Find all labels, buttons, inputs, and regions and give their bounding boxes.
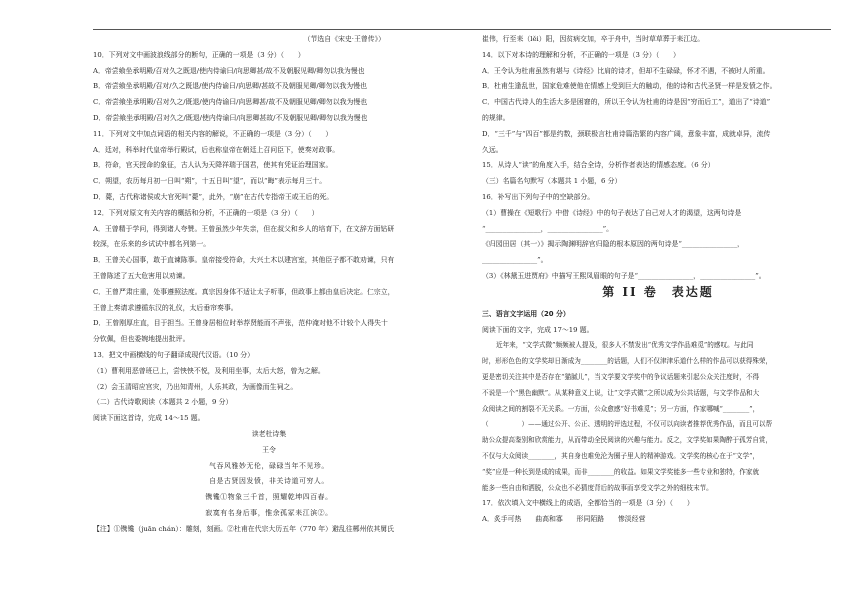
option-10d: D．帝尝飨坐承明殿/召对久之/既退/使内侍谕曰/向思卿甚故/不及朝服见卿/卿勿以我为慢也	[93, 113, 368, 122]
option-14c-line1: C．中国古代诗人的生活大多是困窘的，所以王令认为杜甫的诗是因“穷而后工”，道出了“诗道”	[482, 98, 771, 107]
poetry-intro: 阅读下面这首诗，完成 14～15 题。	[93, 414, 205, 423]
question-13-part2: （2）会玉清昭应宫灾，乃出知青州，人乐其政，为画像而生祠之。	[93, 382, 298, 391]
poem-note: 【注】①镌镵（juān chán）：雕刻，刻画。②杜甫在代宗大历五年（770 年）避乱往郴州依其舅氏	[93, 524, 394, 533]
question-13-part1: （1）曹利用恶曾班已上，尝怏怏不悦，及利用坐事，太后大怒，曾为之解。	[93, 366, 325, 375]
passage-line-6: （ ）——通过公开、公正、透明的评选过程，不仅可以向读者推荐优秀作品，而且可以帮	[482, 420, 773, 429]
right-column	[482, 34, 834, 530]
poem-line-2: 自是古贤因发愤，非关诗道可穷人。	[209, 477, 329, 486]
option-14d-line1: D．“三千”与“四百”都是约数，颈联极言杜甫诗篇浩繁的内容广阔，意象丰富，成就卓异，流传	[482, 129, 771, 138]
option-10c: C．帝尝飨坐承明殿/召对久之/既退/使内侍谕曰/向思卿甚/故不及朝服见卿/卿勿以我为慢也	[93, 98, 368, 107]
question-15: 15．从诗人“读”的角度入手，结合全诗，分析作者表达的情感态度。（6 分）	[482, 161, 715, 170]
passage-line-1: 近年来，“文学式微”频频被人提及，很多人不禁发出“优秀文学作品难觅”的感叹。与此同	[496, 341, 754, 350]
option-12d-line1: D．王曾刚厚庄直，目于担当。王曾身居相位时举荐贤能而不声张，范仲淹对他不计较个人得失十	[93, 319, 388, 328]
language-section-intro: 阅读下面的文字，完成 17～19 题。	[482, 325, 594, 334]
passage-line-3: 更是密切关注其中是否存在“猫腻儿”，当文学要文学奖中的争议话题来引起公众关注度时，不得	[482, 372, 760, 381]
option-14b: B．杜甫生逢乱世，国家危难使他在情感上受到巨大的触动，他的诗和古代圣贤一样是发愤之作。	[482, 82, 777, 91]
poem-line-3: 镌镵①物象三千首，照耀乾坤四百春。	[205, 493, 333, 502]
option-12b-line1: B．王曾关心国事，敢于直谏陈事。皇帝接受符命，大兴土木以建宫室，其他臣子都不敢劝谏，只有	[93, 256, 395, 265]
question-17: 17．依次填入文中横线上的成语，全都恰当的一项是（3 分）（ ）	[482, 499, 694, 508]
question-16-part1-blanks: “________________，________________”。	[482, 224, 614, 233]
option-12c-line2: 王曾上奏请求遵循东汉的礼仪，太后垂帘奏事。	[93, 303, 238, 312]
poem-author: 王令	[262, 445, 276, 454]
poetry-section-heading: （二）古代诗歌阅读（本题共 2 小题，9 分）	[93, 398, 233, 407]
option-11a: A．廷对，科举时代皇帝举行殿试，后也称皇帝在朝廷上召问臣下，使奏对政事。	[93, 145, 340, 154]
section-3-heading: （三）名篇名句默写（本题共 1 小题，6 分）	[482, 177, 622, 186]
source-citation: （节选自《宋史·王曾传》）	[303, 35, 385, 43]
top-rule	[93, 29, 831, 30]
question-16-part1: （1）曹操在《短歌行》中借《诗经》中的句子表达了自己对人才的渴望，这两句诗是	[482, 208, 742, 217]
passage-line-2: 时，形形色色的文学奖却日渐成为________的话题，人们不仅津津乐道什么样的作品可以获得殊荣，	[482, 357, 773, 366]
option-14d-line2: 久远。	[482, 145, 503, 154]
poem-line-1: 气吞风雅妙无伦，碌碌当年不见珍。	[209, 461, 329, 470]
poem-line-4: 寂寞有名身后事，惟余孤冢耒江滨②。	[205, 508, 333, 517]
passage-line-4: 不说是一个“黑色幽默”。从某种意义上说，让“文学式微”之所以成为公共话题，与文学作品和大	[482, 388, 760, 397]
poem-note-continued: 崔伟，行至耒（lěi）阳，因贫病交加，卒于舟中，当时草草葬于耒江边。	[482, 35, 705, 43]
option-12c-line1: C．王曾严肃庄重，处事遵照法度。真宗因身体不适让太子听事，但政事上都由皇后决定。仁宗立，	[93, 287, 395, 296]
poem-title: 读老杜诗集	[251, 429, 287, 438]
question-10: 10．下列对文中画波浪线部分的断句，正确的一项是（3 分）（ ）	[93, 50, 305, 59]
option-11c: C．朔望，农历每月初一日叫“朔”，十五日叫“望”，而以“晦”表示每月三十。	[93, 177, 327, 186]
option-10b: B．帝尝飨坐承明殿/召对/久之既退/使内侍谕曰/向思卿/甚故不及朝服见卿/卿勿以我为慢也	[93, 82, 367, 91]
question-16: 16．补写出下列句子中的空缺部分。	[482, 192, 595, 201]
part-2-title: 第 II 卷 表达题	[602, 284, 714, 299]
option-12a-line1: A．王曾精于学问，得到诸人夸赞。王曾虽然少年失亲，但在叔父和乡人的培育下，在文辞方面钻研	[93, 224, 395, 233]
question-14: 14．以下对本诗的理解和分析，不正确的一项是（3 分）（ ）	[482, 50, 680, 59]
passage-line-8: 不仅与大众阅读________，其自身也难免沦为圈子里人的精神游戏。文学奖的核心在于“文学”，	[482, 451, 760, 460]
language-section-heading: 三、语言文字运用（20 分）	[482, 309, 570, 318]
question-16-part2: 《归园田居（其一）》揭示陶渊明辞官归隐的根本原因的两句诗是“________________，	[482, 240, 744, 249]
question-16-part3: （3）《林黛玉进贾府》中描写王熙凤眉眼的句子是“________________，________________”。	[482, 271, 766, 280]
option-14c-line2: 的规律。	[482, 113, 510, 122]
option-14a: A．王令认为杜甫虽然有堪与《诗经》比肩的诗才，但却不生碌碌，怀才不遇，不被时人所重。	[482, 66, 770, 75]
left-column	[93, 34, 445, 540]
question-16-part2-blanks: ________________”。	[482, 256, 548, 265]
passage-line-5: 众阅读之间的割裂不无关系。一方面，公众愈感“好书难觅”；另一方面，作家哪喊“________”，	[482, 404, 760, 413]
question-12: 12．下列对原文有关内容的概括和分析，不正确的一项是（3 分）（ ）	[93, 208, 319, 217]
option-10a: A．帝尝飨坐承明殿/召对久之既退/使内侍谕曰/向思卿甚/故不及朝服见卿/卿勿以我为慢也	[93, 66, 365, 75]
passage-line-9: “奖”应是一种长到是成的成果，而非________的收益。如果文学奖能多一些专业和独特，作家就	[482, 467, 760, 476]
option-11d: D．薨，古代称诸侯或大官死叫“薨”，此外，“崩”在古代专指帝王或王后的死。	[93, 192, 334, 201]
option-12b-line2: 王曾陈述了五大危害用以劝谏。	[93, 271, 190, 280]
option-17a: A．炙手可热 曲高和寡 形同陌路 惨淡经营	[482, 515, 646, 524]
option-12d-line2: 分钦佩，但也委婉地提出批评。	[93, 335, 190, 344]
option-12a-line2: 较深，在乐来的乡试试中都名列第一。	[93, 240, 211, 249]
passage-line-10: 能多一些自由和洒脱，公众也不必猜度背后的故事而享受文学之外的细枝末节。	[482, 483, 713, 492]
option-11b: B．符命，官天授命的象征，古人认为天降祥瑞于国君，使其有凭证治理国家。	[93, 161, 333, 170]
question-11: 11．下列对文中加点词语的相关内容的解说，不正确的一项是（3 分）（ ）	[93, 129, 333, 138]
question-13: 13．把文中画横线的句子翻译成现代汉语。（10 分）	[93, 350, 254, 359]
passage-line-7: 助公众提高鉴别和欣赏能力，从而带动全民阅读的兴趣与能力。反之，文学奖如果陶醉于孤芳自赏，	[482, 436, 773, 445]
